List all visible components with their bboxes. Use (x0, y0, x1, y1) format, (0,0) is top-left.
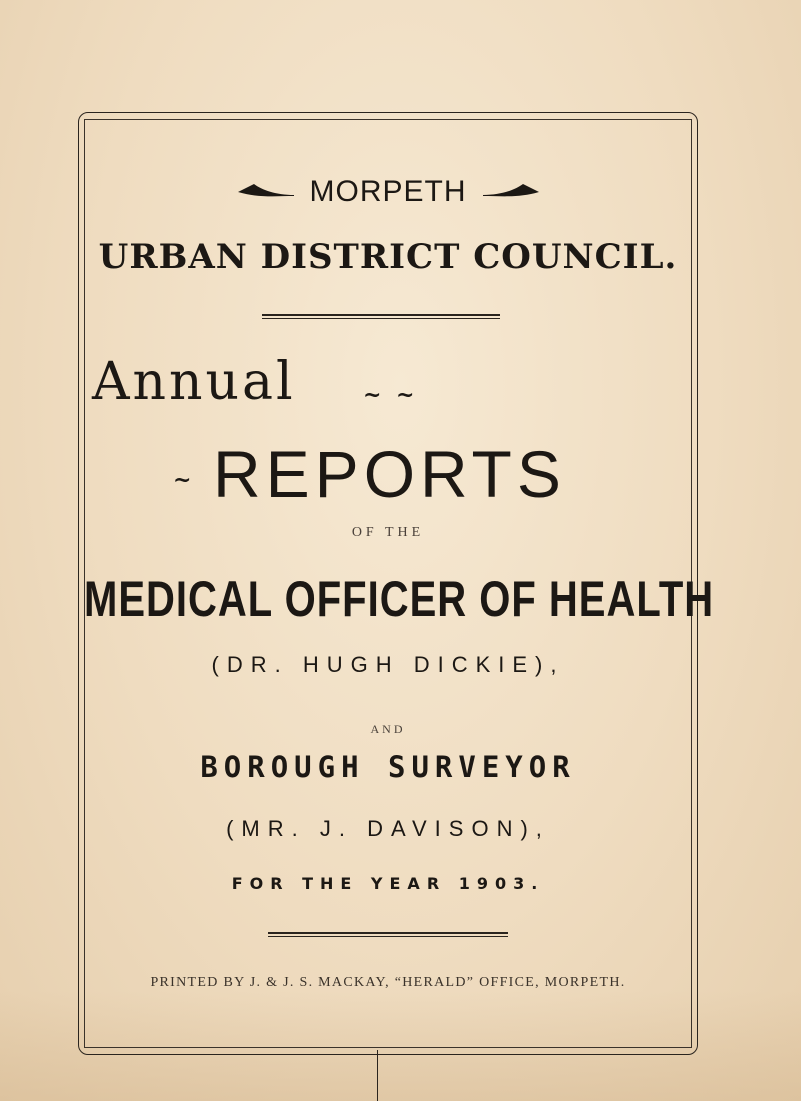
binding-crease (377, 1050, 378, 1101)
ornament-dash: ~ (173, 467, 192, 493)
surveyor-name: (MR. J. DAVISON), (226, 816, 550, 841)
surveyor-title: BOROUGH SURVEYOR (200, 750, 576, 784)
ornament-dash: ~ (396, 382, 415, 408)
town-header (84, 172, 692, 212)
town-name: MORPETH (309, 175, 467, 208)
medical-officer-title: MEDICAL OFFICER OF HEALTH (84, 572, 715, 628)
council-title: URBAN DISTRICT COUNCIL. (98, 237, 678, 277)
reports-heading: REPORTS (213, 437, 566, 511)
annual-heading: Annual (92, 352, 296, 412)
and-text: AND (370, 722, 406, 736)
of-the-text: OF THE (351, 525, 425, 540)
divider-rule-bottom (268, 932, 508, 937)
left-flourish-icon (236, 181, 296, 203)
printer-imprint: PRINTED BY J. & J. S. MACKAY, “HERALD” OFFICE, MORPETH. (150, 975, 626, 990)
right-flourish-icon (481, 181, 541, 203)
report-year: FOR THE YEAR 1903. (231, 874, 545, 893)
divider-rule-top (262, 314, 500, 319)
medical-officer-name: (DR. HUGH DICKIE), (211, 652, 565, 677)
ornament-dash: ~ (363, 382, 382, 408)
